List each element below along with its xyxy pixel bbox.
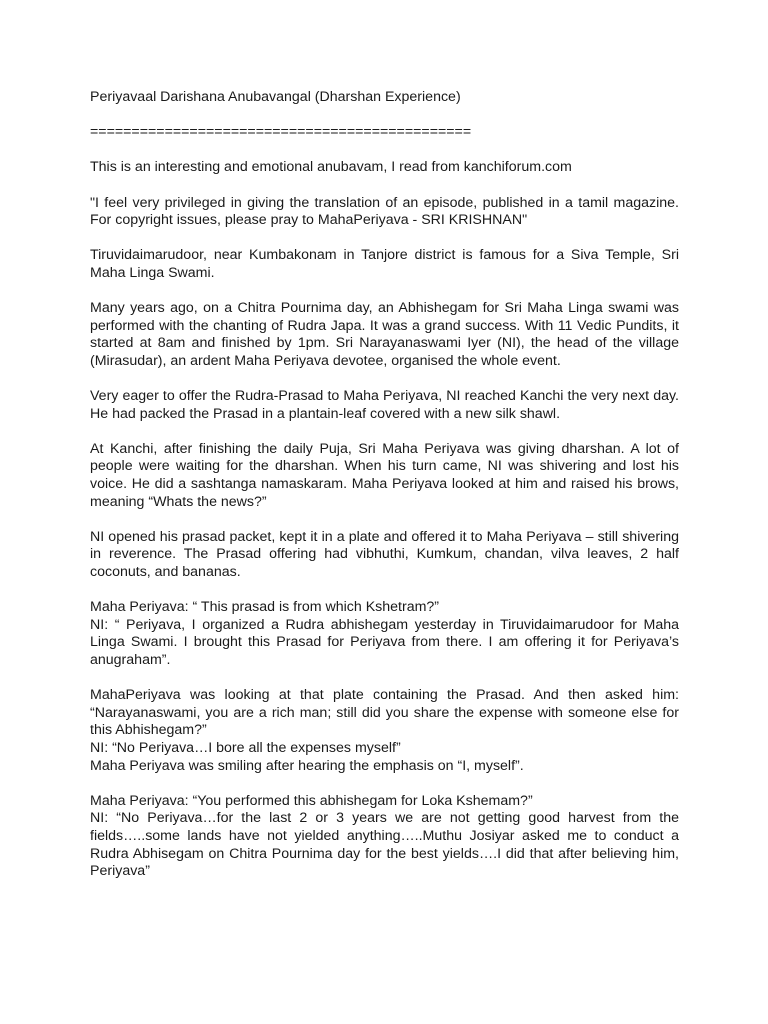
paragraph-line: Many years ago, on a Chitra Pournima day, an Abhishegam for Sri Maha Linga swami was performed with the chanting of Rudra Japa. It was a grand success. With 11 Vedic Pundits, it started at 8am and finished by 1pm. Sri Narayanaswami Iyer (NI), the head of the village (Mirasudar), an ardent Maha Periyava devotee, organised the whole event.	[90, 300, 679, 369]
paragraph-line: Tiruvidaimarudoor, near Kumbakonam in Tanjore district is famous for a Siva Temple, Sri Maha Linga Swami.	[90, 247, 679, 281]
document-page	[90, 89, 679, 898]
paragraph-translator-note	[90, 195, 679, 230]
paragraph-dialogue-1	[90, 599, 679, 669]
paragraph-line: At Kanchi, after finishing the daily Puja, Sri Maha Periyava was giving dharshan. A lot of people were waiting for the dharshan. When his turn came, NI was shivering and lost his voice. He did a sashtanga namaskaram. Maha Periyava looked at him and raised his brows, meaning “Whats the news?”	[90, 440, 679, 510]
paragraph-dialogue-3	[90, 793, 679, 881]
paragraph-temple	[90, 247, 679, 282]
paragraph-line: This is an interesting and emotional anubavam, I read from kanchiforum.com	[90, 159, 572, 176]
dialogue-line: Maha Periyava was smiling after hearing the emphasis on “I, myself”.	[90, 757, 524, 774]
dialogue-line: Maha Periyava: “ This prasad is from which Kshetram?”	[90, 599, 440, 616]
paragraph-offering	[90, 529, 679, 582]
dialogue-line: NI: “No Periyava…for the last 2 or 3 years we are not getting good harvest from the fields…..some lands have not yielded anything…..Muthu Josiyar asked me to conduct a Rudra Abhisegam on Chitra Pournima day for the best yields….I did that after believing him, Periyava”	[90, 810, 679, 880]
paragraph-abhishegam	[90, 300, 679, 370]
document-title: Periyavaal Darishana Anubavangal (Dharshan Experience)	[90, 89, 461, 105]
paragraph-intro	[90, 159, 679, 177]
paragraph-line: "I feel very privileged in giving the translation of an episode, published in a tamil magazine. For copyright issues, please pray to MahaPeriyava - SRI KRISHNAN"	[90, 194, 679, 229]
dialogue-line: NI: “No Periyava…I bore all the expenses myself”	[90, 739, 401, 756]
paragraph-prasad-journey	[90, 388, 679, 423]
paragraph-line: NI opened his prasad packet, kept it in a plate and offered it to Maha Periyava – still shivering in reverence. The Prasad offering had vibhuthi, Kumkum, chandan, vilva leaves, 2 half coconuts, and bananas.	[90, 528, 679, 581]
paragraph-dialogue-2	[90, 687, 679, 775]
dialogue-line: MahaPeriyava was looking at that plate containing the Prasad. And then asked him: “Narayanaswami, you are a rich man; still did you share the expense with someone else for this Abhishegam?”	[90, 687, 679, 739]
paragraph-line: Very eager to offer the Rudra-Prasad to Maha Periyava, NI reached Kanchi the very next day. He had packed the Prasad in a plantain-leaf covered with a new silk shawl.	[90, 388, 679, 422]
title-divider: ==============================================	[90, 124, 472, 141]
paragraph-dharshan	[90, 441, 679, 511]
dialogue-line: NI: “ Periyava, I organized a Rudra abhishegam yesterday in Tiruvidaimarudoor for Maha Linga Swami. I brought this Prasad for Periyava from there. I am offering it for Periyava’s anugraham”.	[90, 616, 679, 668]
dialogue-line: Maha Periyava: “You performed this abhishegam for Loka Kshemam?”	[90, 792, 533, 809]
